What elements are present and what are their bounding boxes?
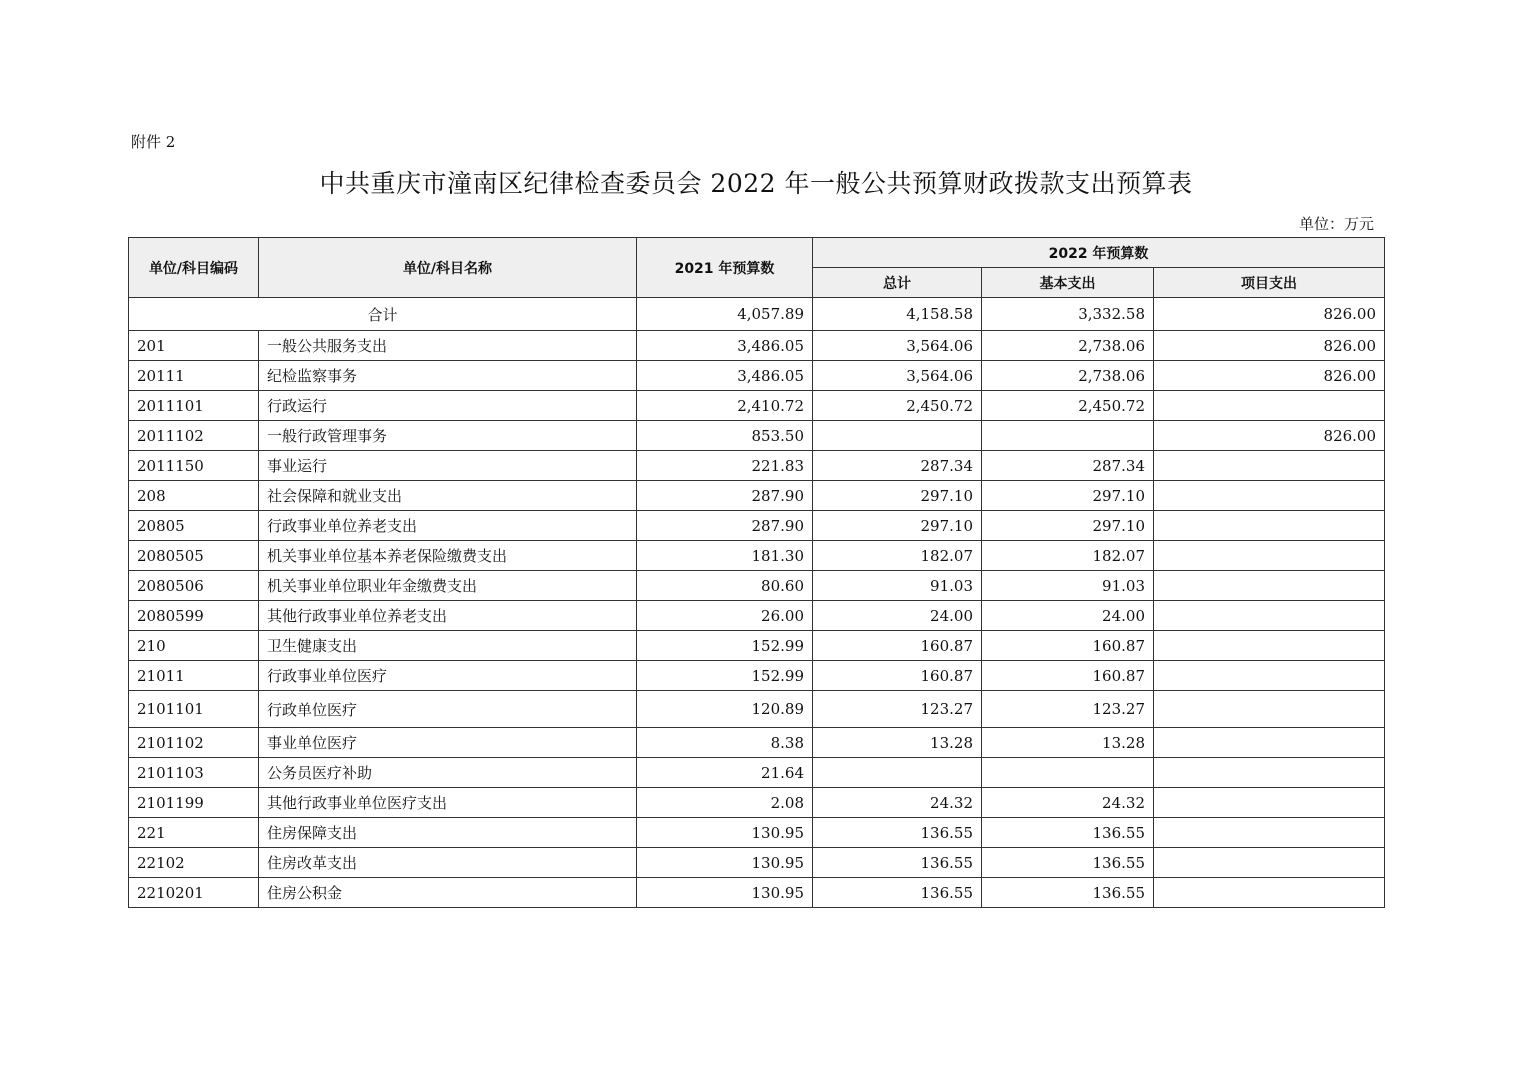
row-project — [1154, 788, 1385, 818]
col-header-cur-year-group: 2022 年预算数 — [813, 238, 1385, 268]
row-basic: 123.27 — [982, 691, 1154, 728]
row-name: 事业运行 — [259, 451, 637, 481]
row-name: 事业单位医疗 — [259, 728, 637, 758]
table-row — [129, 788, 1385, 818]
row-project — [1154, 878, 1385, 908]
row-name: 住房保障支出 — [259, 818, 637, 848]
row-basic: 136.55 — [982, 878, 1154, 908]
row-name: 卫生健康支出 — [259, 631, 637, 661]
row-name: 住房公积金 — [259, 878, 637, 908]
total-project: 826.00 — [1154, 298, 1385, 331]
row-code: 2101102 — [129, 728, 259, 758]
row-project — [1154, 481, 1385, 511]
table-row — [129, 848, 1385, 878]
row-total: 13.28 — [813, 728, 982, 758]
row-code: 221 — [129, 818, 259, 848]
row-project — [1154, 451, 1385, 481]
table-row — [129, 421, 1385, 451]
row-total — [813, 421, 982, 451]
row-prev-year: 2,410.72 — [637, 391, 813, 421]
row-name: 社会保障和就业支出 — [259, 481, 637, 511]
table-row — [129, 481, 1385, 511]
table-row — [129, 818, 1385, 848]
row-project — [1154, 818, 1385, 848]
row-code: 2011150 — [129, 451, 259, 481]
budget-table — [128, 237, 1385, 908]
col-header-project: 项目支出 — [1154, 268, 1385, 298]
row-total: 24.00 — [813, 601, 982, 631]
row-project — [1154, 758, 1385, 788]
row-project — [1154, 571, 1385, 601]
row-project: 826.00 — [1154, 361, 1385, 391]
col-header-name: 单位/科目名称 — [259, 238, 637, 298]
row-code: 2011102 — [129, 421, 259, 451]
table-body — [129, 298, 1385, 908]
row-basic: 13.28 — [982, 728, 1154, 758]
table-row — [129, 451, 1385, 481]
row-total: 160.87 — [813, 631, 982, 661]
row-project — [1154, 691, 1385, 728]
row-prev-year: 3,486.05 — [637, 331, 813, 361]
table-header — [129, 238, 1385, 298]
row-project — [1154, 601, 1385, 631]
row-basic: 297.10 — [982, 481, 1154, 511]
table-row — [129, 758, 1385, 788]
row-prev-year: 26.00 — [637, 601, 813, 631]
row-name: 其他行政事业单位养老支出 — [259, 601, 637, 631]
col-header-basic: 基本支出 — [982, 268, 1154, 298]
row-project: 826.00 — [1154, 421, 1385, 451]
total-prev: 4,057.89 — [637, 298, 813, 331]
row-name: 住房改革支出 — [259, 848, 637, 878]
row-project — [1154, 661, 1385, 691]
row-basic: 91.03 — [982, 571, 1154, 601]
row-code: 2011101 — [129, 391, 259, 421]
total-label: 合计 — [129, 298, 637, 331]
row-prev-year: 152.99 — [637, 631, 813, 661]
total-basic: 3,332.58 — [982, 298, 1154, 331]
row-project — [1154, 848, 1385, 878]
row-code: 22102 — [129, 848, 259, 878]
row-total: 123.27 — [813, 691, 982, 728]
row-total: 160.87 — [813, 661, 982, 691]
row-basic: 2,738.06 — [982, 331, 1154, 361]
row-project — [1154, 541, 1385, 571]
row-basic: 24.32 — [982, 788, 1154, 818]
page-title: 中共重庆市潼南区纪律检查委员会 2022 年一般公共预算财政拨款支出预算表 — [319, 169, 1193, 198]
row-total: 182.07 — [813, 541, 982, 571]
row-basic: 2,450.72 — [982, 391, 1154, 421]
row-total: 3,564.06 — [813, 331, 982, 361]
table-row — [129, 661, 1385, 691]
row-prev-year: 2.08 — [637, 788, 813, 818]
row-name: 纪检监察事务 — [259, 361, 637, 391]
row-prev-year: 152.99 — [637, 661, 813, 691]
table-row — [129, 691, 1385, 728]
row-basic: 2,738.06 — [982, 361, 1154, 391]
row-prev-year: 287.90 — [637, 511, 813, 541]
attachment-label: 附件 2 — [131, 133, 176, 151]
row-code: 2101103 — [129, 758, 259, 788]
table-row — [129, 601, 1385, 631]
row-code: 2080506 — [129, 571, 259, 601]
total-total: 4,158.58 — [813, 298, 982, 331]
row-code: 2101199 — [129, 788, 259, 818]
row-prev-year: 181.30 — [637, 541, 813, 571]
row-code: 21011 — [129, 661, 259, 691]
row-basic: 136.55 — [982, 848, 1154, 878]
row-prev-year: 8.38 — [637, 728, 813, 758]
table-row — [129, 331, 1385, 361]
row-name: 机关事业单位职业年金缴费支出 — [259, 571, 637, 601]
row-basic: 160.87 — [982, 661, 1154, 691]
row-total: 297.10 — [813, 481, 982, 511]
row-name: 公务员医疗补助 — [259, 758, 637, 788]
row-prev-year: 287.90 — [637, 481, 813, 511]
row-total: 2,450.72 — [813, 391, 982, 421]
row-basic: 160.87 — [982, 631, 1154, 661]
row-name: 行政事业单位养老支出 — [259, 511, 637, 541]
table-row — [129, 571, 1385, 601]
table-row — [129, 391, 1385, 421]
row-total: 287.34 — [813, 451, 982, 481]
row-total: 136.55 — [813, 848, 982, 878]
row-name: 机关事业单位基本养老保险缴费支出 — [259, 541, 637, 571]
row-total: 297.10 — [813, 511, 982, 541]
row-project — [1154, 728, 1385, 758]
row-basic — [982, 758, 1154, 788]
row-total — [813, 758, 982, 788]
row-basic: 24.00 — [982, 601, 1154, 631]
row-basic: 182.07 — [982, 541, 1154, 571]
table-row — [129, 361, 1385, 391]
table-row — [129, 631, 1385, 661]
row-prev-year: 130.95 — [637, 848, 813, 878]
row-total: 24.32 — [813, 788, 982, 818]
row-name: 行政事业单位医疗 — [259, 661, 637, 691]
row-prev-year: 130.95 — [637, 818, 813, 848]
total-row — [129, 298, 1385, 331]
row-basic: 136.55 — [982, 818, 1154, 848]
row-name: 行政运行 — [259, 391, 637, 421]
row-prev-year: 120.89 — [637, 691, 813, 728]
row-prev-year: 21.64 — [637, 758, 813, 788]
row-prev-year: 221.83 — [637, 451, 813, 481]
row-code: 20805 — [129, 511, 259, 541]
row-prev-year: 80.60 — [637, 571, 813, 601]
row-project — [1154, 511, 1385, 541]
row-project: 826.00 — [1154, 331, 1385, 361]
row-code: 2080505 — [129, 541, 259, 571]
unit-label: 单位：万元 — [1298, 215, 1374, 233]
row-basic — [982, 421, 1154, 451]
row-total: 136.55 — [813, 878, 982, 908]
col-header-code: 单位/科目编码 — [129, 238, 259, 298]
table-row — [129, 541, 1385, 571]
row-project — [1154, 631, 1385, 661]
row-code: 210 — [129, 631, 259, 661]
row-code: 2080599 — [129, 601, 259, 631]
row-code: 2101101 — [129, 691, 259, 728]
row-total: 3,564.06 — [813, 361, 982, 391]
row-code: 208 — [129, 481, 259, 511]
row-prev-year: 130.95 — [637, 878, 813, 908]
row-prev-year: 853.50 — [637, 421, 813, 451]
row-name: 一般公共服务支出 — [259, 331, 637, 361]
row-name: 行政单位医疗 — [259, 691, 637, 728]
row-total: 91.03 — [813, 571, 982, 601]
table-row — [129, 728, 1385, 758]
row-basic: 297.10 — [982, 511, 1154, 541]
row-name: 其他行政事业单位医疗支出 — [259, 788, 637, 818]
table-row — [129, 878, 1385, 908]
row-name: 一般行政管理事务 — [259, 421, 637, 451]
row-code: 2210201 — [129, 878, 259, 908]
row-code: 201 — [129, 331, 259, 361]
col-header-prev-year: 2021 年预算数 — [637, 238, 813, 298]
col-header-total: 总计 — [813, 268, 982, 298]
row-project — [1154, 391, 1385, 421]
table-row — [129, 511, 1385, 541]
row-total: 136.55 — [813, 818, 982, 848]
row-basic: 287.34 — [982, 451, 1154, 481]
row-prev-year: 3,486.05 — [637, 361, 813, 391]
row-code: 20111 — [129, 361, 259, 391]
